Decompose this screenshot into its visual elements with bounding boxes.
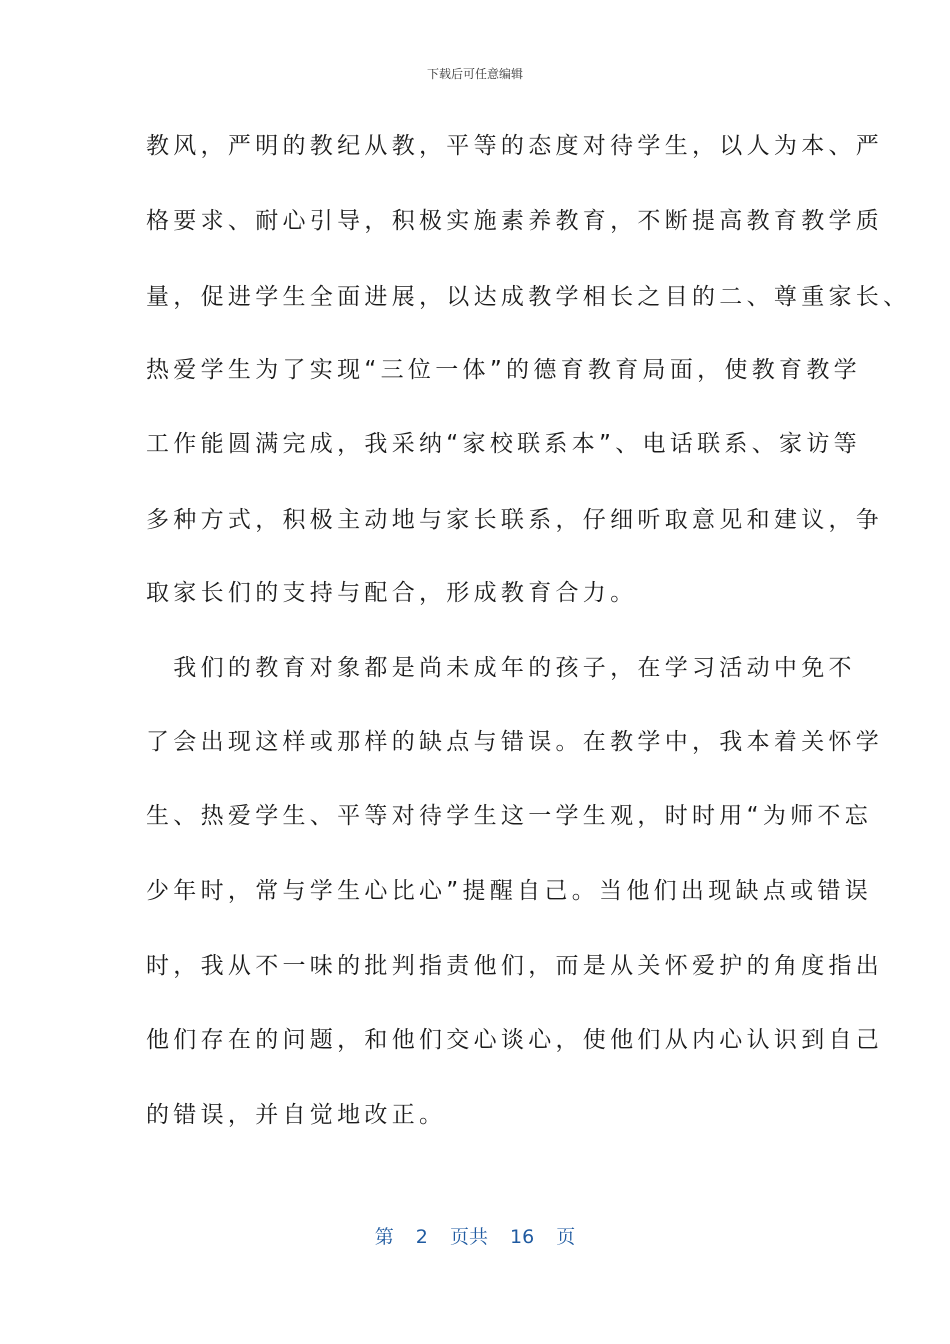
total-label: 页共 [449,1226,488,1248]
body-line: 生、热爱学生、平等对待学生这一学生观，时时用“为师不忘 [146,803,873,829]
page-footer [0,1224,950,1250]
body-line: 我们的教育对象都是尚未成年的孩子，在学习活动中免不 [146,655,856,681]
body-line: 取家长们的支持与配合，形成教育合力。 [146,580,638,606]
body-line: 的错误，并自觉地改正。 [146,1102,447,1128]
body-line: 了会出现这样或那样的缺点与错误。在教学中，我本着关怀学 [146,729,884,755]
body-line: 格要求、耐心引导，积极实施素养教育，不断提高教育教学质 [146,208,884,234]
body-line: 少年时，常与学生心比心”提醒自己。当他们出现缺点或错误 [146,878,873,904]
page-header: 下载后可任意编辑 [426,67,523,81]
page-label: 第 [374,1226,394,1248]
page-suffix: 页 [556,1226,576,1248]
body-line: 热爱学生为了实现“三位一体”的德育教育局面，使教育教学 [146,357,861,383]
body-line: 他们存在的问题，和他们交心谈心，使他们从内心认识到自己 [146,1027,884,1053]
body-line: 工作能圆满完成，我采纳“家校联系本”、电话联系、家访等 [146,431,861,457]
current-page-number: 2 [415,1226,428,1248]
body-line: 教风，严明的教纪从教，平等的态度对待学生，以人为本、严 [146,133,884,159]
body-line: 时，我从不一味的批判指责他们，而是从关怀爱护的角度指出 [146,953,884,979]
total-pages-number: 16 [510,1226,535,1248]
body-line: 量，促进学生全面进展，以达成教学相长之目的二、尊重家长、 [146,284,911,310]
body-line: 多种方式，积极主动地与家长联系，仔细听取意见和建议，争 [146,507,884,533]
